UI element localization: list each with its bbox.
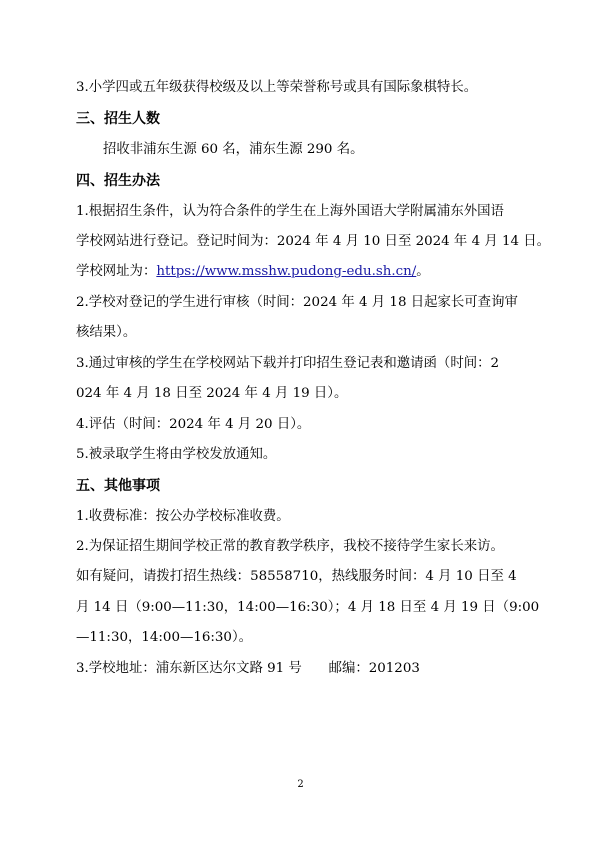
method-item-1-line-1: 1.根据招生条件，认为符合条件的学生在上海外国语大学附属浦东外国语 — [76, 204, 504, 219]
enrollment-count-text: 招收非浦东生源 60 名，浦东生源 290 名。 — [103, 142, 364, 157]
school-website-link[interactable]: https://www.msshw.pudong-edu.sh.cn/ — [156, 264, 417, 279]
section-heading-admission-method: 四、招生办法 — [76, 173, 160, 189]
school-website-end: 。 — [416, 264, 430, 279]
method-item-2-line-2: 核结果）。 — [76, 325, 137, 340]
method-item-5: 5.被录取学生将由学校发放通知。 — [76, 447, 277, 462]
method-item-2-line-1: 2.学校对登记的学生进行审核（时间：2024 年 4 月 18 日起家长可查询审 — [76, 295, 518, 310]
method-item-3-line-2: 024 年 4 月 18 日至 2024 年 4 月 19 日）。 — [76, 386, 348, 401]
section-heading-other-matters: 五、其他事项 — [76, 478, 160, 494]
other-item-3: 3.学校地址：浦东新区达尔文路 91 号 邮编：201203 — [76, 661, 420, 676]
method-item-1-line-2: 学校网站进行登记。登记时间为：2024 年 4 月 10 日至 2024 年 4 月 14 日。 — [76, 234, 551, 249]
other-item-1: 1.收费标准：按公办学校标准收费。 — [76, 509, 290, 524]
admission-condition-item-3: 3.小学四或五年级获得校级及以上等荣誉称号或具有国际象棋特长。 — [76, 80, 478, 95]
school-website-label: 学校网址为： — [76, 264, 157, 279]
page-number: 2 — [297, 779, 304, 790]
method-item-4: 4.评估（时间：2024 年 4 月 20 日）。 — [76, 417, 311, 432]
method-item-3-line-1: 3.通过审核的学生在学校网站下载并打印招生登记表和邀请函（时间：2 — [76, 356, 500, 371]
other-item-2-line-1: 2.为保证招生期间学校正常的教育教学秩序，我校不接待学生家长来访。 — [76, 539, 504, 554]
other-item-2-line-3: 月 14 日（9:00—11:30，14:00—16:30）；4 月 18 日至 4 月 19 日（9:00 — [76, 600, 540, 615]
other-item-2-line-2: 如有疑问，请拨打招生热线：58558710，热线服务时间：4 月 10 日至 4 — [76, 569, 517, 584]
section-heading-enrollment-count: 三、招生人数 — [76, 111, 160, 127]
other-item-2-line-4: —11:30，14:00—16:30）。 — [76, 630, 253, 645]
method-item-1-line-3 — [76, 263, 430, 281]
